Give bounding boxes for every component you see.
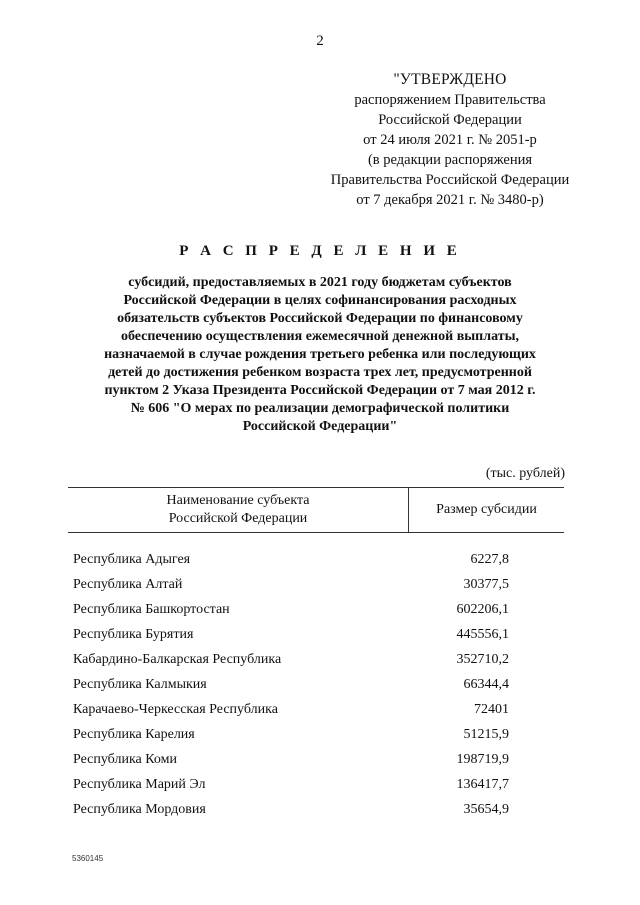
document-heading: Р А С П Р Е Д Е Л Е Н И Е [179,243,461,259]
subsidy-amount: 352710,2 [456,651,509,667]
table-row [68,647,564,672]
table-row [68,597,564,622]
region-name: Республика Калмыкия [73,676,207,692]
subsidy-amount: 136417,7 [456,776,509,792]
region-name: Республика Адыгея [73,551,191,567]
subsidy-amount: 72401 [474,701,509,717]
approval-line: (в редакции распоряжения [367,152,533,168]
region-name: Республика Марий Эл [73,776,206,792]
subtitle-line: детей до достижения ребенком возраста трех лет, предусмотренной [108,365,532,380]
table-header-row [68,488,564,533]
table-row [68,533,564,573]
region-name: Республика Алтай [73,576,183,592]
subtitle-line: Российской Федерации" [242,419,398,434]
approval-line: от 7 декабря 2021 г. № 3480-р) [356,192,544,208]
region-name: Республика Башкортостан [73,601,230,617]
subsidy-amount: 6227,8 [470,551,509,567]
subtitle-line: пунктом 2 Указа Президента Российской Федерации от 7 мая 2012 г. [104,383,536,398]
table-row [68,722,564,747]
table-row [68,672,564,697]
table-row [68,697,564,722]
subsidy-amount: 30377,5 [463,576,509,592]
subsidy-amount: 66344,4 [463,676,509,692]
document-subtitle [70,274,570,436]
approval-stamp [300,70,600,210]
subtitle-line: обеспечению осуществления ежемесячной денежной выплаты, [120,329,520,344]
subsidy-amount: 198719,9 [456,751,509,767]
subtitle-line: назначаемой в случае рождения третьего ребенка или последующих [104,347,536,362]
region-name: Республика Мордовия [73,801,206,817]
approval-line: Правительства Российской Федерации [330,172,570,188]
subsidy-amount: 51215,9 [463,726,509,742]
region-name: Карачаево-Черкесская Республика [73,701,278,717]
header-amount: Размер субсидии [409,488,565,533]
units-label: (тыс. рублей) [485,466,565,481]
header-region-line1: Наименование субъекта [166,493,310,508]
table-row [68,772,564,797]
header-region [68,488,409,533]
region-name: Республика Бурятия [73,626,194,642]
approval-line: Российской Федерации [378,112,522,128]
region-name: Республика Карелия [73,726,195,742]
subsidy-amount: 602206,1 [456,601,509,617]
subtitle-line: субсидий, предоставляемых в 2021 году бюджетам субъектов [128,275,512,290]
subsidy-amount: 35654,9 [463,801,509,817]
document-code: 5360145 [72,854,104,863]
header-region-line2: Российской Федерации [168,511,308,526]
table-row [68,747,564,772]
table-row [68,572,564,597]
subsidy-amount: 445556,1 [456,626,509,642]
approval-line: распоряжением Правительства [354,92,546,108]
table-row [68,797,564,822]
subtitle-line: № 606 "О мерах по реализации демографической политики [130,401,510,416]
region-name: Республика Коми [73,751,177,767]
subsidy-table [68,487,564,822]
subtitle-line: обязательств субъектов Российской Федерации по финансовому [117,311,523,326]
region-name: Кабардино-Балкарская Республика [73,651,282,667]
approval-title: "УТВЕРЖДЕНО [393,71,507,88]
subtitle-line: Российской Федерации в целях софинансирования расходных [123,293,517,308]
page-number: 2 [316,33,324,49]
approval-line: от 24 июля 2021 г. № 2051-р [363,132,537,148]
table-row [68,622,564,647]
